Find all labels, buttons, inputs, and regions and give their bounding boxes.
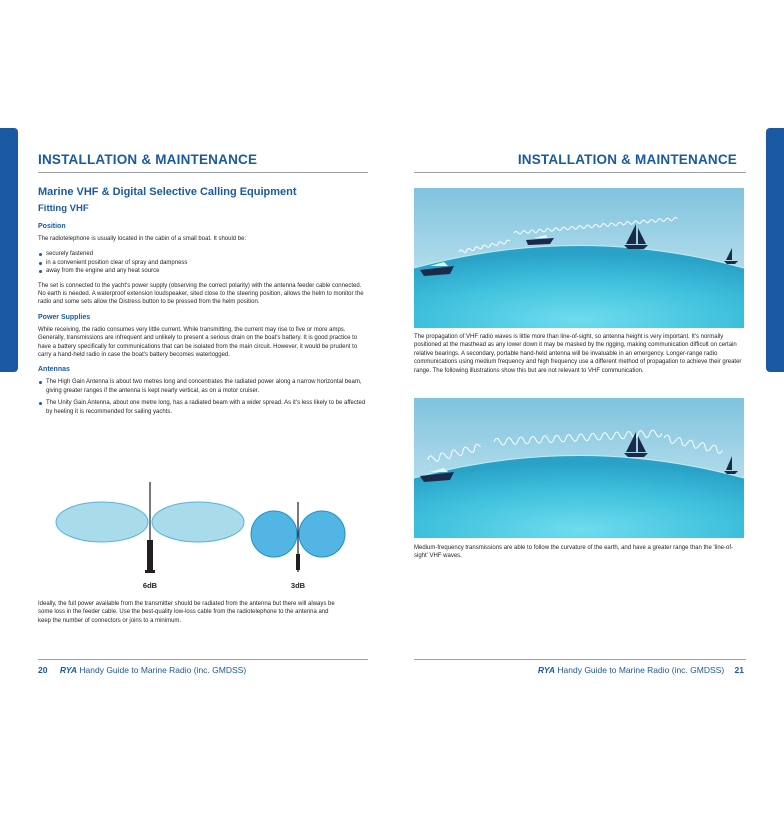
position-paragraph: The set is connected to the yacht's power supply (observing the correct polarity) with the antenna feeder cable connected. No earth is needed. A waterproof extension loudspeaker, sited close to the steering position, allows the helm to monitor the radio and some sets allow the Distress button to be pressed from the helm position.	[38, 282, 364, 306]
page-footer	[38, 665, 246, 675]
position-bullets	[38, 250, 368, 275]
power-heading: Power Supplies	[38, 313, 91, 321]
list-item: in a convenient position clear of spray and dampness	[38, 259, 368, 267]
high-gain-label: 6dB	[142, 581, 158, 590]
mf-propagation-illustration	[414, 398, 744, 538]
power-paragraph: While receiving, the radio consumes very little current. While transmitting, the current may rise to five or more amps. Generally, transmissions are infrequent and unlikely to present a serious drain on the boat's battery. It is good practice to have a battery specifically for communications that can be isolated from the main circuit. However, it would be prudent to carry a hand-held radio in case the boat's battery becomes waterlogged.	[38, 326, 358, 359]
high-gain-base	[147, 540, 153, 570]
closing-paragraph: Ideally, the full power available from the transmitter should be radiated from the antenna but there will always be some loss in the feeder cable. Use the best-quality low-loss cable from the radiotelephone to the antenna and keep the number of connectors or joins to a minimum.	[38, 601, 335, 624]
antennas-bullets	[38, 378, 368, 416]
left-content	[38, 186, 368, 422]
list-item: away from the engine and any heat source	[38, 267, 368, 275]
list-item: The Unity Gain Antenna, about one metre long, has a radiated beam with a wider spread. As it's less likely to be affected by heeling it is recommended for sailing yachts.	[38, 399, 368, 416]
page-number: 20	[38, 665, 48, 675]
list-item: securely fastened	[38, 250, 368, 258]
book-title: Handy Guide to Marine Radio (inc. GMDSS)	[79, 665, 247, 675]
unity-gain-lobe-right	[299, 511, 345, 557]
high-gain-lobe-right	[152, 502, 244, 542]
chapter-tab	[766, 128, 784, 372]
brand-logo: RYA	[59, 665, 78, 675]
page-header: INSTALLATION & MAINTENANCE	[38, 152, 258, 167]
footer-rule	[38, 659, 368, 660]
unity-gain-label: 3dB	[290, 581, 306, 590]
mf-caption: Medium-frequency transmissions are able to follow the curvature of the earth, and have a greater range than the 'line-of-sight' VHF waves.	[414, 545, 733, 560]
header-rule	[414, 172, 746, 173]
position-heading: Position	[38, 223, 66, 230]
page-header: INSTALLATION & MAINTENANCE	[517, 152, 737, 167]
subsection-title: Fitting VHF	[38, 203, 89, 214]
unity-gain-lobe-left	[251, 511, 297, 557]
chapter-tab	[0, 128, 18, 372]
section-title: Marine VHF & Digital Selective Calling Equipment	[38, 186, 297, 198]
book-title: Handy Guide to Marine Radio (inc. GMDSS)	[557, 665, 725, 675]
antenna-radiation-diagram	[38, 480, 368, 592]
vhf-propagation-illustration	[414, 188, 744, 328]
brand-logo: RYA	[537, 665, 556, 675]
vhf-caption: The propagation of VHF radio waves is little more than line-of-sight, so antenna height is very important. It's normally positioned at the masthead as any lower down it may be masked by the rigging, making communication difficult on certain relative bearings. A secondary, portable hand-held antenna will be invaluable in an emergency. Longer-range radio communications using medium frequency and high frequency use a different method of propagation to achieve their greater range. The following illustrations show this but are not relevant to VHF communication.	[414, 334, 742, 374]
antennas-heading: Antennas	[38, 366, 70, 374]
unity-gain-base	[296, 554, 300, 570]
header-rule	[38, 172, 368, 173]
list-item: The High Gain Antenna is about two metres long and concentrates the radiated power along a narrow horizontal beam, giving greater ranges if the antenna is kept nearly vertical, as on a motor cruiser.	[38, 378, 368, 395]
page-number: 21	[734, 665, 744, 675]
position-intro: The radiotelephone is usually located in the cabin of a small boat. It should be:	[38, 236, 247, 242]
footer-rule	[414, 659, 746, 660]
page-footer	[538, 665, 744, 675]
right-page	[392, 0, 784, 814]
high-gain-lobe-left	[56, 502, 148, 542]
